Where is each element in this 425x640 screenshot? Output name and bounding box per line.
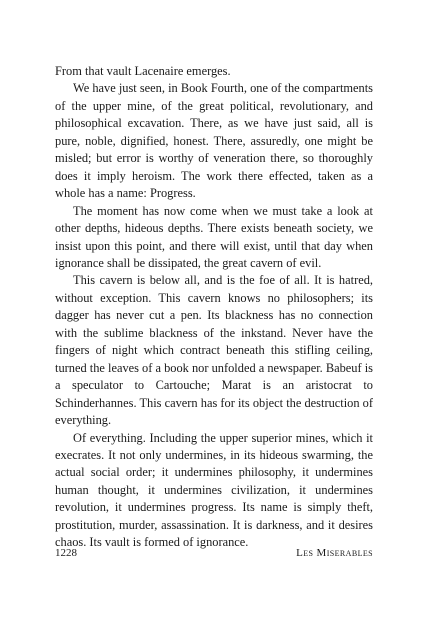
paragraph-1: From that vault Lacenaire emerges. — [55, 64, 231, 78]
paragraph-2: We have just seen, in Book Fourth, one of the compartments of the upper mine, of the great political, revolutionary, and philosophical excavation. There, as we have just said, all is pure, noble, dignified, honest. There, assuredly, one might be misled; but error is worthy of veneration there, so thoroughly does it imply heroism. The work there effected, taken as a whole has a name: Progress. — [55, 81, 373, 201]
running-title: Les Miserables — [296, 547, 373, 559]
page-text-block — [55, 63, 373, 552]
paragraph-5: Of everything. Including the upper superior mines, which it execrates. It not only undermines, in its hideous swarming, the actual social order; it undermines philosophy, it undermines human thought, it undermines civilization, it undermines revolution, it undermines progress. Its name is simply theft, prostitution, murder, assassination. It is darkness, and it desires chaos. Its vault is formed of ignorance. — [55, 430, 373, 550]
page-footer — [55, 547, 373, 559]
paragraph-4: This cavern is below all, and is the foe of all. It is hatred, without exception. This cavern knows no philosophers; its dagger has never cut a pen. Its blackness has no connection with the sublime blackness of the inkstand. Never have the fingers of night which contract beneath this stifling ceiling, turned the leaves of a book nor unfolded a newspaper. Babeuf is a speculator to Cartouche; Marat is an aristocrat to Schinderhannes. This cavern has for its object the destruction of everything. — [55, 273, 373, 428]
page-number: 1228 — [55, 547, 77, 559]
paragraph-3: The moment has now come when we must take a look at other depths, hideous depths. There exists beneath society, we insist upon this point, and there will exist, until that day when ignorance shall be dissipated, the great cavern of evil. — [55, 203, 373, 270]
